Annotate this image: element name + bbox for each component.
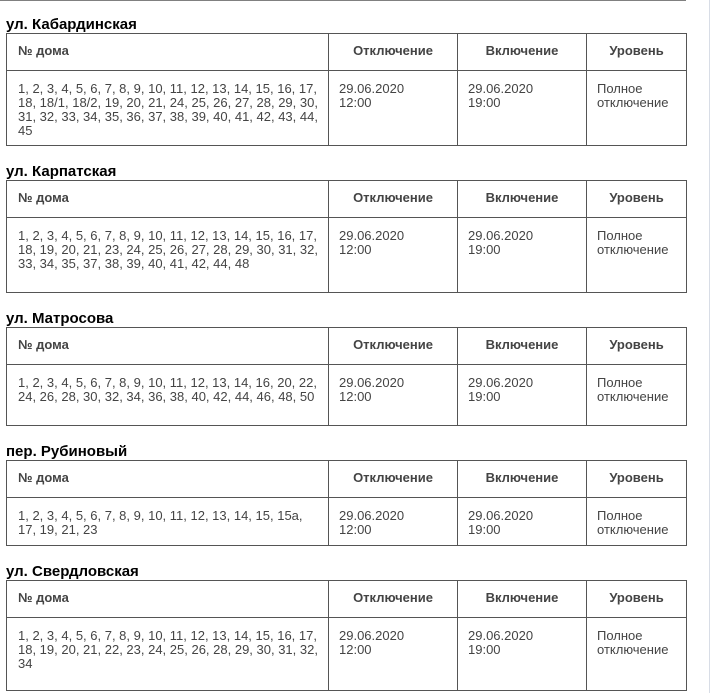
outage-table (6, 460, 687, 546)
header-outage-end: Включение (458, 34, 587, 71)
outage-start (329, 218, 458, 293)
outage-level-line2: отключение (597, 389, 669, 404)
outage-level (587, 498, 687, 546)
house-numbers: 1, 2, 3, 4, 5, 6, 7, 8, 9, 10, 11, 12, 13, 14, 15, 16, 17, 18, 18/1, 18/2, 19, 20, 21, 24, 25, 26, 27, 28, 29, 30, 31, 32, 33, 34, 35, 36, 37, 38, 39, 40, 41, 42, 43, 44, 45 (7, 71, 329, 146)
outage-end (458, 498, 587, 546)
header-outage-end: Включение (458, 328, 587, 365)
outage-start-time: 12:00 (339, 95, 372, 110)
outage-level-line1: Полное (597, 81, 643, 96)
header-outage-start: Отключение (329, 328, 458, 365)
street-section-matrosova (6, 310, 686, 426)
outage-start-date: 29.06.2020 (339, 375, 405, 390)
header-house-number: № дома (7, 581, 329, 618)
header-level: Уровень (587, 328, 687, 365)
outage-level (587, 618, 687, 691)
street-section-karpatskaya (6, 163, 686, 293)
outage-end (458, 218, 587, 293)
outage-end-time: 19:00 (468, 242, 501, 257)
outage-end-date: 29.06.2020 (468, 628, 534, 643)
street-title: пер. Рубиновый (6, 443, 128, 460)
table-row (7, 618, 687, 691)
outage-end-time: 19:00 (468, 95, 501, 110)
outage-end-date: 29.06.2020 (468, 81, 534, 96)
outage-level-line2: отключение (597, 242, 669, 257)
house-numbers: 1, 2, 3, 4, 5, 6, 7, 8, 9, 10, 11, 12, 13, 14, 15, 15а, 17, 19, 21, 23 (7, 498, 329, 546)
outage-start-time: 12:00 (339, 642, 372, 657)
table-header-row (7, 181, 687, 218)
outage-end (458, 365, 587, 426)
street-title: ул. Кабардинская (6, 16, 137, 33)
header-outage-end: Включение (458, 461, 587, 498)
street-section-kabardinskaya (6, 16, 686, 146)
outage-end (458, 618, 587, 691)
outage-start-date: 29.06.2020 (339, 508, 405, 523)
table-row (7, 365, 687, 426)
outage-end-time: 19:00 (468, 389, 501, 404)
header-house-number: № дома (7, 461, 329, 498)
street-section-sverdlovskaya (6, 563, 686, 691)
outage-start-date: 29.06.2020 (339, 81, 405, 96)
header-level: Уровень (587, 181, 687, 218)
outage-table (6, 180, 687, 293)
house-numbers: 1, 2, 3, 4, 5, 6, 7, 8, 9, 10, 11, 12, 13, 14, 15, 16, 17, 18, 19, 20, 21, 23, 24, 25, 26, 27, 28, 29, 30, 31, 32, 33, 34, 35, 37, 38, 39, 40, 41, 42, 44, 48 (7, 218, 329, 293)
header-level: Уровень (587, 34, 687, 71)
street-title: ул. Матросова (6, 310, 114, 327)
outage-start-date: 29.06.2020 (339, 628, 405, 643)
outage-level-line1: Полное (597, 375, 643, 390)
street-title: ул. Свердловская (6, 563, 139, 580)
header-outage-start: Отключение (329, 461, 458, 498)
outage-level (587, 218, 687, 293)
outage-end-date: 29.06.2020 (468, 375, 534, 390)
outage-level-line1: Полное (597, 628, 643, 643)
top-divider (0, 0, 686, 1)
outage-start-time: 12:00 (339, 522, 372, 537)
outage-start (329, 71, 458, 146)
outage-start (329, 498, 458, 546)
header-house-number: № дома (7, 328, 329, 365)
header-outage-start: Отключение (329, 181, 458, 218)
house-numbers: 1, 2, 3, 4, 5, 6, 7, 8, 9, 10, 11, 12, 13, 14, 16, 20, 22, 24, 26, 28, 30, 32, 34, 36, 38, 40, 42, 44, 46, 48, 50 (7, 365, 329, 426)
street-title: ул. Карпатская (6, 163, 117, 180)
outage-level-line2: отключение (597, 95, 669, 110)
outage-end-time: 19:00 (468, 642, 501, 657)
outage-table (6, 580, 687, 691)
outage-end-date: 29.06.2020 (468, 228, 534, 243)
outage-level (587, 71, 687, 146)
scrollbar-edge (709, 0, 710, 693)
outage-start (329, 618, 458, 691)
outage-level-line2: отключение (597, 642, 669, 657)
header-level: Уровень (587, 581, 687, 618)
header-outage-end: Включение (458, 181, 587, 218)
outage-start (329, 365, 458, 426)
outage-end-time: 19:00 (468, 522, 501, 537)
table-header-row (7, 461, 687, 498)
outage-start-time: 12:00 (339, 242, 372, 257)
house-numbers: 1, 2, 3, 4, 5, 6, 7, 8, 9, 10, 11, 12, 13, 14, 15, 16, 17, 18, 19, 20, 21, 22, 23, 24, 25, 26, 28, 29, 30, 31, 32, 34 (7, 618, 329, 691)
outage-level (587, 365, 687, 426)
table-row (7, 218, 687, 293)
outage-start-date: 29.06.2020 (339, 228, 405, 243)
outage-start-time: 12:00 (339, 389, 372, 404)
table-header-row (7, 328, 687, 365)
header-house-number: № дома (7, 181, 329, 218)
table-header-row (7, 581, 687, 618)
street-section-rubinovy (6, 443, 686, 546)
header-outage-end: Включение (458, 581, 587, 618)
outage-level-line2: отключение (597, 522, 669, 537)
header-house-number: № дома (7, 34, 329, 71)
outage-level-line1: Полное (597, 228, 643, 243)
outage-end (458, 71, 587, 146)
header-outage-start: Отключение (329, 34, 458, 71)
table-header-row (7, 34, 687, 71)
header-level: Уровень (587, 461, 687, 498)
outage-table (6, 327, 687, 426)
outage-end-date: 29.06.2020 (468, 508, 534, 523)
outage-level-line1: Полное (597, 508, 643, 523)
header-outage-start: Отключение (329, 581, 458, 618)
table-row (7, 498, 687, 546)
outage-table (6, 33, 687, 146)
table-row (7, 71, 687, 146)
